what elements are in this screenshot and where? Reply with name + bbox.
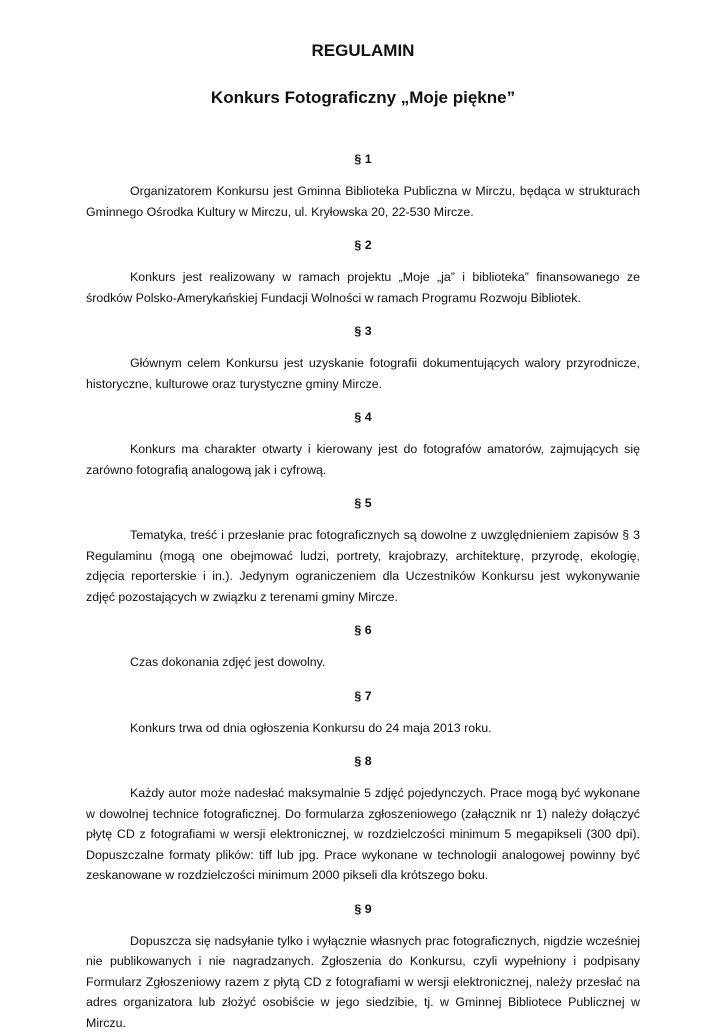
section-paragraph: Dopuszcza się nadsyłanie tylko i wyłącznie własnych prac fotograficznych, nigdzie wcześniej nie publikowanych i nie nagradzanych. Zgłoszenia do Konkursu, czyli wypełniony i podpisany Formularz Zgłoszeniowy razem z płytą CD z fotografiami w wersji elektronicznej, należy przesłać na adres organizatora lub złożyć osobiście w jego siedzibie, tj. w Gminnej Bibliotece Publicznej w Mirczu. xyxy=(86,931,640,1033)
section-heading: § 2 xyxy=(86,235,640,255)
section-heading: § 7 xyxy=(86,686,640,706)
document-subtitle: Konkurs Fotograficzny „Moje piękne” xyxy=(86,87,640,109)
section-heading: § 6 xyxy=(86,620,640,640)
section-heading: § 9 xyxy=(86,899,640,919)
section-paragraph: Głównym celem Konkursu jest uzyskanie fotografii dokumentujących walory przyrodnicze, historyczne, kulturowe oraz turystyczne gminy Mircze. xyxy=(86,353,640,394)
section-paragraph: Tematyka, treść i przesłanie prac fotograficznych są dowolne z uwzględnieniem zapisów § 3 Regulaminu (mogą one obejmować ludzi, portrety, krajobrazy, architekturę, przyrodę, ekologię, zdjęcia reporterskie i in.). Jedynym ograniczeniem dla Uczestników Konkursu jest wykonywanie zdjęć pozostających w związku z terenami gminy Mircze. xyxy=(86,525,640,607)
section-paragraph: Czas dokonania zdjęć jest dowolny. xyxy=(86,652,640,673)
section-heading: § 5 xyxy=(86,493,640,513)
section-heading: § 4 xyxy=(86,407,640,427)
document-title: REGULAMIN xyxy=(86,40,640,62)
sections-list xyxy=(86,149,640,1033)
section-paragraph: Konkurs trwa od dnia ogłoszenia Konkursu do 24 maja 2013 roku. xyxy=(86,718,640,739)
section-paragraph: Każdy autor może nadesłać maksymalnie 5 zdjęć pojedynczych. Prace mogą być wykonane w dowolnej technice fotograficznej. Do formularza zgłoszeniowego (załącznik nr 1) należy dołączyć płytę CD z fotografiami w wersji elektronicznej, w rozdzielczości minimum 5 megapikseli (300 dpi). Dopuszczalne formaty plików: tiff lub jpg. Prace wykonane w technologii analogowej powinny być zeskanowane w rozdzielczości minimum 2000 pikseli dla krótszego boku. xyxy=(86,783,640,886)
section-heading: § 8 xyxy=(86,751,640,771)
section-paragraph: Konkurs jest realizowany w ramach projektu „Moje „ja” i biblioteka” finansowanego ze środków Polsko-Amerykańskiej Fundacji Wolności w ramach Programu Rozwoju Bibliotek. xyxy=(86,267,640,308)
section-paragraph: Organizatorem Konkursu jest Gminna Biblioteka Publiczna w Mirczu, będąca w strukturach Gminnego Ośrodka Kultury w Mirczu, ul. Kryłowska 20, 22-530 Mircze. xyxy=(86,181,640,222)
section-heading: § 3 xyxy=(86,321,640,341)
section-heading: § 1 xyxy=(86,149,640,169)
section-paragraph: Konkurs ma charakter otwarty i kierowany jest do fotografów amatorów, zajmujących się zarówno fotografią analogową jak i cyfrową. xyxy=(86,439,640,480)
